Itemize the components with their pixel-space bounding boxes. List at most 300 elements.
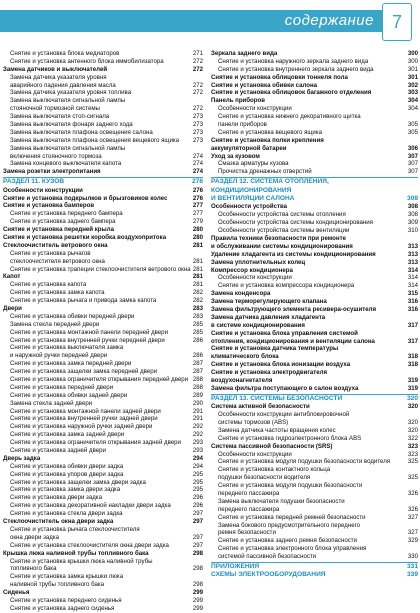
toc-entry-title: Замена уплотнительных колец xyxy=(211,258,306,266)
toc-entry-title: Особенности конструкции антиблокировочной xyxy=(218,411,350,419)
toc-entry-page: 285 xyxy=(192,328,203,336)
toc-entry-title: Замена датчиков и выключателей xyxy=(3,65,108,73)
toc-entry xyxy=(3,266,203,274)
toc-entry-title: Снятие и установка электродвигателя xyxy=(211,369,328,377)
toc-entry xyxy=(211,243,418,251)
toc-entry xyxy=(211,369,418,377)
toc-entry-title: Особенности конструкции xyxy=(218,450,292,458)
toc-entry-page: 329 xyxy=(407,537,418,545)
toc-entry xyxy=(211,50,418,58)
toc-entry xyxy=(211,537,418,545)
toc-entry-page: 323 xyxy=(407,442,418,450)
toc-entry-page: 277 xyxy=(192,202,203,210)
toc-entry-title: Замена стекла задней двери xyxy=(10,399,93,407)
toc-entry-title: Снятие и установка полки крепления xyxy=(211,136,324,144)
toc-entry-title: Особенности конструкции xyxy=(218,105,292,113)
toc-entry-page: 274 xyxy=(192,168,203,176)
toc-entry xyxy=(3,313,203,321)
toc-entry xyxy=(3,400,203,408)
toc-entry-page: 293 xyxy=(192,447,203,455)
toc-entry-title: Снятие и установка замка передней двери xyxy=(10,360,132,368)
toc-entry xyxy=(3,463,203,471)
toc-entry-page: 313 xyxy=(407,250,418,258)
toc-entry-page: 325 xyxy=(407,458,418,466)
toc-entry xyxy=(3,565,203,573)
toc-entry-title: Замена выключателя подушки безопасности xyxy=(218,497,345,505)
toc-entry-title: Снятие и установка переднего бампера xyxy=(10,210,123,218)
toc-entry-title: Снятие и установка передней двери xyxy=(10,383,114,391)
toc-entry xyxy=(3,376,203,384)
toc-entry-title: окна двери задка xyxy=(10,533,60,541)
toc-entry-page: 314 xyxy=(407,266,418,274)
toc-entry xyxy=(3,471,203,479)
toc-entry-title: Снятие и установка переднего сиденья xyxy=(10,596,122,604)
toc-entry xyxy=(3,177,203,186)
toc-entry-title: Особенности устройства системы отопления xyxy=(218,211,346,219)
toc-entry xyxy=(3,187,203,195)
toc-entry-title: Снятие и установка заднего сиденья xyxy=(10,604,115,612)
toc-entry xyxy=(211,529,418,537)
toc-entry-page: 320 xyxy=(406,394,418,402)
toc-entry xyxy=(3,82,203,90)
toc-entry xyxy=(211,227,418,235)
toc-entry-title: Система активной безопасности xyxy=(211,403,310,411)
toc-entry-page: 290 xyxy=(192,399,203,407)
toc-entry xyxy=(211,121,418,129)
toc-entry xyxy=(3,234,203,242)
toc-entry-title: Снятие и установка рычага и привода замка капота xyxy=(10,297,157,305)
toc-entry xyxy=(3,66,203,74)
toc-entry-page: 317 xyxy=(407,337,418,345)
toc-entry xyxy=(3,218,203,226)
toc-entry-title: Удаление хладагента из системы кондиционирования xyxy=(211,250,376,258)
toc-entry-page: 325 xyxy=(407,474,418,482)
toc-entry xyxy=(211,435,418,443)
toc-entry-page: 318 xyxy=(407,361,418,369)
toc-entry xyxy=(211,419,418,427)
toc-entry-page: 281 xyxy=(192,273,203,281)
toc-entry xyxy=(211,145,418,153)
toc-entry xyxy=(211,353,418,361)
toc-entry-page: 327 xyxy=(407,513,418,521)
toc-entry-title: Снятие и установка упоров двери задка xyxy=(10,470,124,478)
toc-entry-title: Снятие и установка нижнего декоративного щитка xyxy=(218,113,361,121)
toc-entry xyxy=(211,306,418,314)
toc-entry-title: КОНДИЦИОНИРОВАНИЯ xyxy=(211,186,292,194)
toc-entry-title: Стеклоочиститель ветрового окна xyxy=(3,241,108,249)
toc-entry xyxy=(3,113,203,121)
toc-entry xyxy=(3,97,203,105)
toc-entry-page: 302 xyxy=(407,81,418,89)
toc-entry-page: 297 xyxy=(192,518,203,526)
toc-entry-title: Снятие и установка подкрылков и брызговиков колес xyxy=(3,194,168,202)
toc-entry-title: Капот xyxy=(3,273,21,281)
toc-entry-title: Правила техники безопасности при ремонте xyxy=(211,234,346,242)
toc-entry-page: 291 xyxy=(192,407,203,415)
toc-entry xyxy=(3,384,203,392)
toc-entry-page: 297 xyxy=(192,541,203,549)
toc-entry xyxy=(3,526,203,534)
toc-entry-page: 299 xyxy=(192,604,203,612)
toc-entry xyxy=(211,506,418,514)
toc-entry xyxy=(211,330,418,338)
toc-entry-title: Снятие и установка задней двери xyxy=(10,447,106,455)
toc-entry-title: Снятие и установка замка крышки люка xyxy=(10,573,124,581)
toc-entry-title: Особенности конструкции xyxy=(3,186,83,194)
toc-entry-page: 296 xyxy=(192,494,203,502)
toc-entry xyxy=(211,545,418,553)
toc-entry-title: Замена фильтра поступающего в салон воздуха xyxy=(211,384,359,392)
toc-entry xyxy=(3,305,203,313)
toc-entry xyxy=(3,542,203,550)
toc-entry-title: Замена выключателя сигнальной лампы xyxy=(10,144,126,152)
toc-entry-title: Снятие и установка передней крыла xyxy=(3,226,114,234)
toc-entry-page: 288 xyxy=(192,376,203,384)
toc-entry-page: 308 xyxy=(407,203,418,211)
toc-entry-page: 292 xyxy=(192,431,203,439)
toc-entry-page: 320 xyxy=(407,403,418,411)
toc-entry xyxy=(211,211,418,219)
toc-entry xyxy=(211,553,418,561)
toc-entry-title: Особенности устройства системы кондиционирования xyxy=(218,219,373,227)
toc-entry xyxy=(3,415,203,423)
toc-entry xyxy=(211,195,418,203)
toc-entry-page: 307 xyxy=(407,152,418,160)
toc-entry-page: 304 xyxy=(407,105,418,113)
toc-entry-page: 310 xyxy=(407,227,418,235)
page-number-box xyxy=(382,3,412,41)
toc-entry xyxy=(3,360,203,368)
toc-entry xyxy=(211,168,418,176)
toc-entry xyxy=(211,251,418,259)
toc-entry-title: Замена выключателя плафона освещения салона xyxy=(10,128,153,136)
toc-entry-page: 298 xyxy=(192,549,203,557)
toc-entry-title: наливной трубы топливного бака xyxy=(10,581,105,589)
toc-entry-page: 300 xyxy=(407,57,418,65)
toc-entry-title: отопления, кондиционирования и вентиляции салона xyxy=(211,337,375,345)
toc-entry xyxy=(3,258,203,266)
toc-entry-title: Снятие и установка монтажной панели передней двери xyxy=(10,328,168,336)
toc-entry-title: включения стояночного тормоза xyxy=(10,152,102,160)
toc-entry-title: Снятие и установка вещевого ящика xyxy=(218,128,322,136)
toc-entry-page: 281 xyxy=(192,241,203,249)
toc-entry-page: 289 xyxy=(192,391,203,399)
toc-entry-title: Снятие и установка бамперов xyxy=(3,202,95,210)
toc-entry xyxy=(3,344,203,352)
toc-entry-title: Замена датчика указателя уровня топлива xyxy=(10,89,132,97)
toc-entry-page: 283 xyxy=(192,312,203,320)
toc-entry xyxy=(211,282,418,290)
toc-entry xyxy=(211,394,418,403)
toc-entry-page: 319 xyxy=(407,377,418,385)
toc-entry-page: 272 xyxy=(192,89,203,97)
toc-entry-title: Особенности устройства xyxy=(211,203,288,211)
toc-entry xyxy=(3,431,203,439)
toc-entry-title: Снятие и установка гидроэлектронного блока ABS xyxy=(218,434,362,442)
toc-entry-title: Компрессор кондиционера xyxy=(211,266,293,274)
toc-entry-title: ПРИЛОЖЕНИЯ xyxy=(211,563,260,570)
toc-entry xyxy=(3,392,203,400)
toc-entry-page: 273 xyxy=(192,121,203,129)
toc-entry xyxy=(211,82,418,90)
toc-entry-page: 339 xyxy=(406,571,418,579)
toc-entry-title: Замена датчика давления хладагента xyxy=(211,313,326,321)
toc-entry xyxy=(3,121,203,129)
toc-entry-title: и наружной ручки передней двери xyxy=(10,352,108,360)
toc-entry-page: 326 xyxy=(407,505,418,513)
toc-entry xyxy=(3,550,203,558)
toc-entry xyxy=(3,321,203,329)
toc-entry-page: 317 xyxy=(407,321,418,329)
page-header xyxy=(0,0,420,46)
toc-entry-page: 315 xyxy=(407,290,418,298)
toc-entry-page: 274 xyxy=(192,160,203,168)
toc-entry-page: 301 xyxy=(407,73,418,81)
toc-entry-page: 320 xyxy=(407,418,418,426)
toc-entry xyxy=(211,66,418,74)
toc-entry-title: стояночной тормозной системы xyxy=(10,105,100,113)
toc-entry xyxy=(211,377,418,385)
toc-entry xyxy=(211,274,418,282)
toc-entry-page: 280 xyxy=(192,226,203,234)
toc-entry xyxy=(3,89,203,97)
toc-entry-title: Снятие и установка выключателя замка xyxy=(10,344,124,352)
toc-entry-title: Дверь задка xyxy=(3,454,41,462)
toc-entry-page: 296 xyxy=(192,502,203,510)
toc-entry-page: 297 xyxy=(192,533,203,541)
toc-entry-title: Снятие и установка облицовки тоннеля пола xyxy=(211,73,348,81)
toc-entry xyxy=(3,195,203,203)
toc-entry xyxy=(211,361,418,369)
toc-entry xyxy=(211,514,418,522)
toc-entry-page: 273 xyxy=(192,113,203,121)
toc-entry xyxy=(3,368,203,376)
toc-entry-title: переднего пассажира xyxy=(218,489,280,497)
toc-entry xyxy=(3,455,203,463)
toc-entry-page: 286 xyxy=(192,352,203,360)
toc-entry-page: 300 xyxy=(407,50,418,57)
toc-entry xyxy=(211,427,418,435)
toc-entry-page: 313 xyxy=(407,258,418,266)
toc-entry-page: 314 xyxy=(407,274,418,282)
toc-entry-title: Замена выключателя фонаря заднего хода xyxy=(10,121,133,129)
toc-entry-page: 281 xyxy=(192,281,203,289)
toc-entry xyxy=(211,385,418,393)
toc-entry xyxy=(3,58,203,66)
toc-entry xyxy=(3,423,203,431)
toc-entry-title: Замена выключателя сигнальной лампы xyxy=(10,97,126,105)
toc-entry-page: 313 xyxy=(407,242,418,250)
toc-entry xyxy=(211,113,418,121)
toc-entry-page: 298 xyxy=(192,565,203,573)
toc-entry-page: 306 xyxy=(407,144,418,152)
toc-entry-title: ремня безопасности xyxy=(218,529,276,537)
toc-entry xyxy=(3,297,203,305)
toc-entry-title: Снятие и установка наружного зеркала заднего вида xyxy=(218,57,369,65)
toc-entry xyxy=(3,105,203,113)
toc-entry xyxy=(211,267,418,275)
toc-entry-page: 308 xyxy=(407,211,418,219)
toc-entry-title: подушки безопасности водителя xyxy=(218,474,311,482)
toc-entry-page: 297 xyxy=(192,510,203,518)
toc-entry-page: 288 xyxy=(192,383,203,391)
toc-entry-page: 279 xyxy=(192,218,203,226)
toc-entry xyxy=(211,522,418,530)
toc-entry-title: Снятие и установка замка задней двери xyxy=(10,431,125,439)
toc-entry xyxy=(211,314,418,322)
toc-entry-title: РАЗДЕЛ 12. СИСТЕМА ОТОПЛЕНИЯ, xyxy=(211,178,329,186)
toc-entry-title: Снятие и установка передней ремней безопасности xyxy=(218,513,366,521)
toc-entry-title: Замена датчика указателя уровня xyxy=(10,73,107,81)
toc-entry-title: СХЕМЫ ЭЛЕКТРООБОРУДОВАНИЯ xyxy=(211,571,326,579)
toc-entry-title: Замена выключателя стоп-сигнала xyxy=(10,113,110,121)
toc-entry xyxy=(3,242,203,250)
toc-entry-page: 273 xyxy=(192,136,203,144)
toc-entry-page: 272 xyxy=(192,65,203,73)
toc-entry-page: 281 xyxy=(192,265,203,273)
toc-entry-title: Снятие и установка замка капота xyxy=(10,289,105,297)
toc-entry-title: РАЗДЕЛ 13. СИСТЕМЫ БЕЗОПАСНОСТИ xyxy=(211,394,343,402)
toc-entry xyxy=(3,518,203,526)
toc-entry-page: 274 xyxy=(192,152,203,160)
toc-entry-title: Уход за кузовом xyxy=(211,152,260,160)
toc-entry-title: Замена бокового предусмотрительного переднего xyxy=(218,521,361,529)
toc-entry-page: 287 xyxy=(192,368,203,376)
toc-entry-page: 314 xyxy=(407,282,418,290)
toc-entry xyxy=(3,408,203,416)
toc-entry-title: Снятие и установка декоративной накладки двери задка xyxy=(10,502,171,510)
toc-entry-page: 276 xyxy=(191,178,203,186)
toc-entry-page: 281 xyxy=(192,257,203,265)
toc-entry xyxy=(211,474,418,482)
toc-entry-title: Снятие и установка блока ионизации воздуха xyxy=(211,361,351,369)
toc-entry xyxy=(3,168,203,176)
toc-entry xyxy=(3,250,203,258)
toc-entry xyxy=(3,329,203,337)
toc-entry xyxy=(211,97,418,105)
toc-entry xyxy=(211,58,418,66)
toc-entry-title: топливного бака xyxy=(10,565,57,573)
toc-entry-page: 303 xyxy=(407,89,418,97)
toc-entry xyxy=(211,571,418,579)
toc-entry-title: Снятие и установка обивки двери задка xyxy=(10,462,124,470)
toc-entry xyxy=(3,145,203,153)
toc-entry-page: 273 xyxy=(192,128,203,136)
toc-entry-title: Снятие и установка внутреннего зеркала заднего вида xyxy=(218,65,374,73)
toc-entry xyxy=(3,129,203,137)
toc-entry-title: климатического блока xyxy=(211,353,279,361)
toc-entry-page: 299 xyxy=(192,596,203,604)
toc-entry-title: Снятие и установка рычага стеклоочистителя xyxy=(10,525,140,533)
toc-entry xyxy=(211,290,418,298)
toc-entry-title: и обслуживании системы кондиционирования xyxy=(211,242,353,250)
toc-entry-title: Снятие и установка обивки задней двери xyxy=(10,391,128,399)
toc-entry xyxy=(3,494,203,502)
toc-entry-title: Снятие и установка обивки салона xyxy=(211,81,318,89)
toc-entry xyxy=(3,581,203,589)
toc-entry-title: Снятие и установка датчика температуры xyxy=(211,345,339,353)
toc-entry-page: 291 xyxy=(192,415,203,423)
toc-entry-title: системы тормозов (ABS) xyxy=(218,418,289,426)
toc-entry-title: Замена концевого выключателя капота xyxy=(10,160,122,168)
toc-entry-title: Снятие и установка блока медиаторов xyxy=(10,50,120,57)
toc-entry-title: воздухонагнетателя xyxy=(211,377,273,385)
toc-entry xyxy=(211,177,418,186)
toc-entry xyxy=(3,502,203,510)
toc-entry xyxy=(3,447,203,455)
toc-entry-title: Сиденья xyxy=(3,589,30,597)
toc-entry-title: Снятие и установка обивки передней двери xyxy=(10,312,135,320)
toc-entry-title: Замена датчика частоты вращения колес xyxy=(218,426,336,434)
toc-entry-title: Снятие и установка наружной ручки задней двери xyxy=(10,423,153,431)
toc-entry-title: Особенности устройства системы вентиляции xyxy=(218,227,350,235)
toc-entry xyxy=(3,210,203,218)
toc-entry-title: Снятие и установка стекла двери задка xyxy=(10,510,123,518)
toc-entry xyxy=(211,490,418,498)
toc-entry-page: 295 xyxy=(192,478,203,486)
toc-entry xyxy=(3,202,203,210)
toc-entry-page: 327 xyxy=(407,529,418,537)
toc-left-column xyxy=(3,50,203,613)
toc-entry xyxy=(3,226,203,234)
toc-entry-page: 272 xyxy=(192,105,203,113)
toc-entry xyxy=(211,498,418,506)
toc-entry-page: 298 xyxy=(192,581,203,589)
toc-entry-title: Стеклоочиститель окна двери задка xyxy=(3,518,114,526)
toc-entry xyxy=(3,281,203,289)
toc-entry xyxy=(3,534,203,542)
toc-entry xyxy=(211,345,418,353)
toc-entry-title: Снятие и установка монтажной панели задней двери xyxy=(10,407,161,415)
toc-entry-page: 319 xyxy=(407,384,418,392)
toc-entry-title: Снятие и установка компрессора кондиционера xyxy=(218,282,355,290)
toc-entry-title: И ВЕНТИЛЯЦИИ САЛОНА xyxy=(211,195,295,203)
toc-entry xyxy=(211,160,418,168)
toc-entry-title: Снятие и установка рычагов xyxy=(10,249,91,257)
toc-entry xyxy=(3,558,203,566)
toc-entry-page: 282 xyxy=(192,297,203,305)
toc-entry-page: 305 xyxy=(407,128,418,136)
toc-entry-title: Снятие и установка внутренней ручки задней двери xyxy=(10,415,158,423)
toc-entry xyxy=(3,352,203,360)
toc-entry xyxy=(3,479,203,487)
toc-entry-title: Крышка люка наливной трубы топливного бака xyxy=(3,549,149,557)
toc-entry xyxy=(211,403,418,411)
toc-entry xyxy=(211,482,418,490)
toc-entry xyxy=(211,129,418,137)
toc-entry xyxy=(211,187,418,195)
toc-entry-title: Замена фильтрующего элемента ресивера-осушителя xyxy=(211,306,377,313)
toc-entry xyxy=(211,458,418,466)
toc-entry-page: 280 xyxy=(192,233,203,241)
toc-entry-page: 276 xyxy=(192,186,203,194)
toc-entry-page: 295 xyxy=(192,470,203,478)
toc-entry-title: Панель приборов xyxy=(211,97,265,105)
toc-entry-page: 322 xyxy=(407,434,418,442)
toc-entry xyxy=(211,89,418,97)
toc-entry-title: Снятие и установка крышки люка наливной трубы xyxy=(10,557,153,565)
toc-entry-page: 309 xyxy=(407,219,418,227)
toc-entry xyxy=(211,137,418,145)
toc-entry xyxy=(3,510,203,518)
toc-entry-title: Снятие и установка защелки замка передней двери xyxy=(10,368,157,376)
toc-entry xyxy=(3,605,203,613)
toc-entry-page: 307 xyxy=(407,168,418,176)
toc-entry-title: Система пассивной безопасности (SRS) xyxy=(211,442,333,450)
toc-entry-title: в системе кондиционирования xyxy=(211,321,305,329)
toc-entry-title: Снятие и установка электронного блока управления xyxy=(218,545,367,553)
toc-entry xyxy=(3,439,203,447)
